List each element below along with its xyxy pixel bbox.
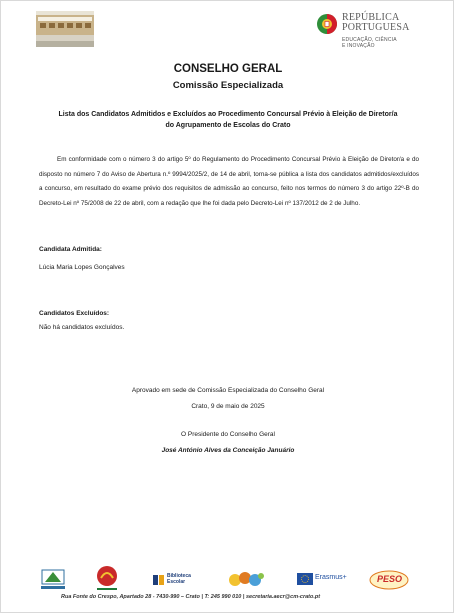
document-subtitle: Comissão Especializada (172, 80, 284, 91)
peso-text: PESO (377, 574, 403, 584)
biblioteca-escolar-logo (153, 572, 197, 588)
admitted-label: Candidata Admitida: (39, 246, 102, 253)
document-subject (31, 109, 425, 131)
place-date: Crato, 9 de maio de 2025 (191, 403, 265, 410)
footer-address: Rua Fonte do Crespo, Apartado 28 - 7430-990 – Crato | T: 245 990 010 | secretaria.aecr@cm-crato.pt (61, 594, 321, 600)
pnaef-logo (227, 566, 267, 592)
portugal-shield-icon (316, 13, 338, 35)
erasmus-logo (297, 572, 349, 586)
gov-logo-line1: REPÚBLICA (342, 12, 400, 23)
subject-line-2: do Agrupamento de Escolas do Crato (165, 122, 291, 129)
excluded-label: Candidatos Excluídos: (39, 310, 110, 317)
desporto-escolar-logo (93, 564, 121, 592)
footer-logos (31, 564, 411, 594)
president-name: José António Alves da Conceição Januário (161, 447, 295, 454)
eu-flag-icon (297, 573, 313, 585)
subject-line-1: Lista dos Candidatos Admitidos e Excluídos ao Procedimento Concursal Prévio à Eleição de Diretor/a (58, 111, 398, 118)
body-paragraph-text: Em conformidade com o número 3 do artigo 5º do Regulamento do Procedimento Concursal Prévio à Eleição de Diretor/a e do disposto no número 7 do Aviso de Abertura n.º 9994/2025/2, de 14 de abril, torna-se pública a lista dos candidatos admitidos/excluídos a concurso, em resultado do exame prévio dos requisitos de admissão ao concurso, feito nos termos do número 3 do artigo 22º-B do Decreto-Lei nº 75/2008 de 22 de abril, com a redação que lhe foi dada pelo Decreto-Lei nº 137/2012 de 2 de Julho. (39, 156, 419, 207)
document-title: CONSELHO GERAL (173, 63, 283, 75)
republica-portuguesa-logo (316, 13, 416, 53)
book-icon (153, 574, 165, 586)
school-building-logo (36, 11, 94, 47)
gov-logo-sub2: E INOVAÇÃO (342, 42, 375, 49)
erasmus-text: Erasmus+ (315, 574, 347, 581)
gov-logo-sub1: EDUCAÇÃO, CIÊNCIA (342, 37, 397, 43)
gov-logo-line2: PORTUGUESA (342, 22, 410, 33)
peso-logo (369, 570, 409, 590)
approval-line: Aprovado em sede de Comissão Especializada do Conselho Geral (131, 387, 325, 394)
excluded-text: Não há candidatos excluídos. (39, 324, 125, 331)
body-paragraph (39, 153, 419, 211)
biblioteca-escolar-text: Biblioteca Escolar (167, 573, 191, 585)
eco-escolas-logo (39, 566, 67, 592)
president-title: O Presidente do Conselho Geral (181, 431, 275, 438)
admitted-name: Lúcia Maria Lopes Gonçalves (39, 264, 125, 271)
